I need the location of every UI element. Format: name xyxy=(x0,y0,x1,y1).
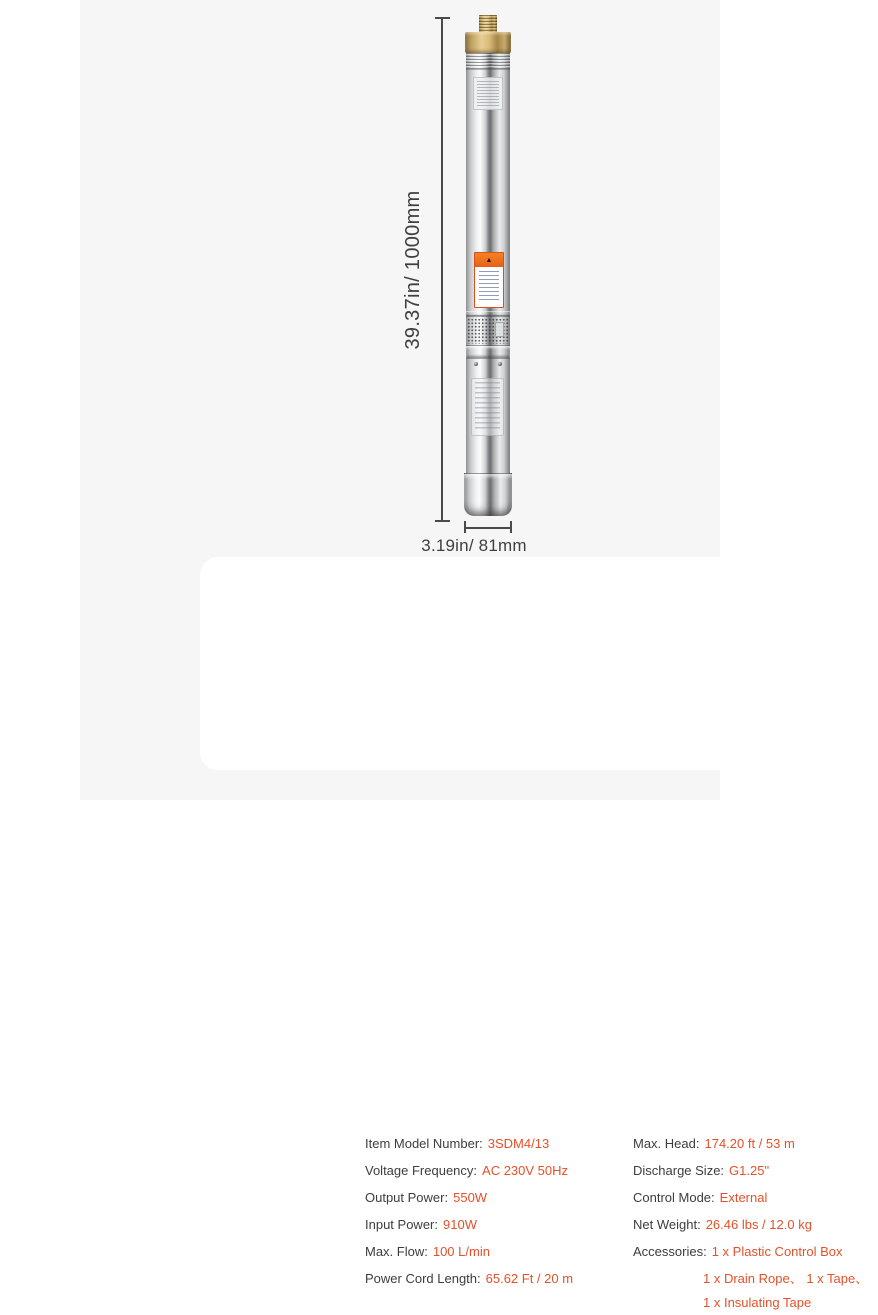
spec-accessories-extra-line: 1 x Drain Rope、 1 x Tape、 xyxy=(703,1271,869,1286)
pump-ribbed-collar xyxy=(466,53,510,69)
spec-row-control-mode xyxy=(633,1184,878,1211)
warning-label-header xyxy=(475,253,503,267)
spec-label: Item Model Number: xyxy=(365,1136,483,1151)
width-dimension-tick-right xyxy=(510,521,512,533)
spec-row-output-power xyxy=(365,1184,630,1211)
warning-label xyxy=(474,252,504,308)
spec-label: Net Weight: xyxy=(633,1217,701,1232)
spec-label: Control Mode: xyxy=(633,1190,715,1205)
spec-label: Accessories: xyxy=(633,1244,707,1259)
spec-card xyxy=(200,557,869,1310)
spec-accessories-extra-line: 1 x Insulating Tape xyxy=(703,1295,812,1310)
spec-label: Max. Flow: xyxy=(365,1244,428,1259)
warning-label-text-lines xyxy=(479,271,499,303)
pump-brass-outlet-fitting xyxy=(479,15,497,33)
spec-row-item-model-number xyxy=(365,1130,630,1157)
spec-value: 100 L/min xyxy=(432,1244,490,1259)
pump-brass-cap xyxy=(465,32,511,53)
spec-value: 26.46 lbs / 12.0 kg xyxy=(705,1217,812,1232)
spec-label: Input Power: xyxy=(365,1217,438,1232)
spec-column-left xyxy=(365,1130,630,1292)
thread-texture xyxy=(479,15,497,33)
screw-icon xyxy=(498,362,502,366)
spec-value: G1.25" xyxy=(729,1163,770,1178)
spec-value: 174.20 ft / 53 m xyxy=(704,1136,795,1151)
pump-bottom-cap xyxy=(464,473,512,516)
spec-label: Max. Head: xyxy=(633,1136,700,1151)
spec-label: Discharge Size: xyxy=(633,1163,725,1178)
width-dimension-label: 3.19in/ 81mm xyxy=(421,536,527,555)
width-dimension-tick-left xyxy=(464,521,466,533)
spec-row-input-power xyxy=(365,1211,630,1238)
warning-triangle-icon: ▲ xyxy=(485,256,493,264)
spec-value: 550W xyxy=(453,1190,488,1205)
spec-label: Power Cord Length: xyxy=(365,1271,481,1286)
spec-row-max-flow xyxy=(365,1238,630,1265)
spec-row-voltage-frequency xyxy=(365,1157,630,1184)
height-dimension-cap-bottom xyxy=(435,520,450,522)
spec-row-net-weight xyxy=(633,1211,878,1238)
height-dimension-cap-top xyxy=(435,17,450,19)
screw-icon xyxy=(474,362,478,366)
width-dimension-line xyxy=(464,527,512,529)
spec-value: 3SDM4/13 xyxy=(487,1136,550,1151)
product-photo-panel xyxy=(80,0,869,1310)
spec-column-right xyxy=(633,1130,878,1315)
height-dimension-line xyxy=(441,18,443,522)
pump-coupling-ring xyxy=(466,346,510,358)
spec-value: AC 230V 50Hz xyxy=(482,1163,569,1178)
spec-row-discharge-size xyxy=(633,1157,878,1184)
spec-label: Output Power: xyxy=(365,1190,449,1205)
spec-label: Voltage Frequency: xyxy=(365,1163,478,1178)
intake-screen-plate xyxy=(495,322,504,337)
spec-value: 65.62 Ft / 20 m xyxy=(485,1271,574,1286)
pump-nameplate xyxy=(473,77,503,110)
spec-row-accessories xyxy=(633,1238,878,1265)
spec-value: External xyxy=(719,1190,768,1205)
spec-row-power-cord-length xyxy=(365,1265,630,1292)
spec-value: 1 x Plastic Control Box xyxy=(711,1244,843,1259)
height-dimension-label: 39.37in/ 1000mm xyxy=(402,190,424,350)
spec-value: 910W xyxy=(443,1217,477,1232)
pump-motor-label xyxy=(471,378,504,436)
spec-row-max-head xyxy=(633,1130,878,1157)
